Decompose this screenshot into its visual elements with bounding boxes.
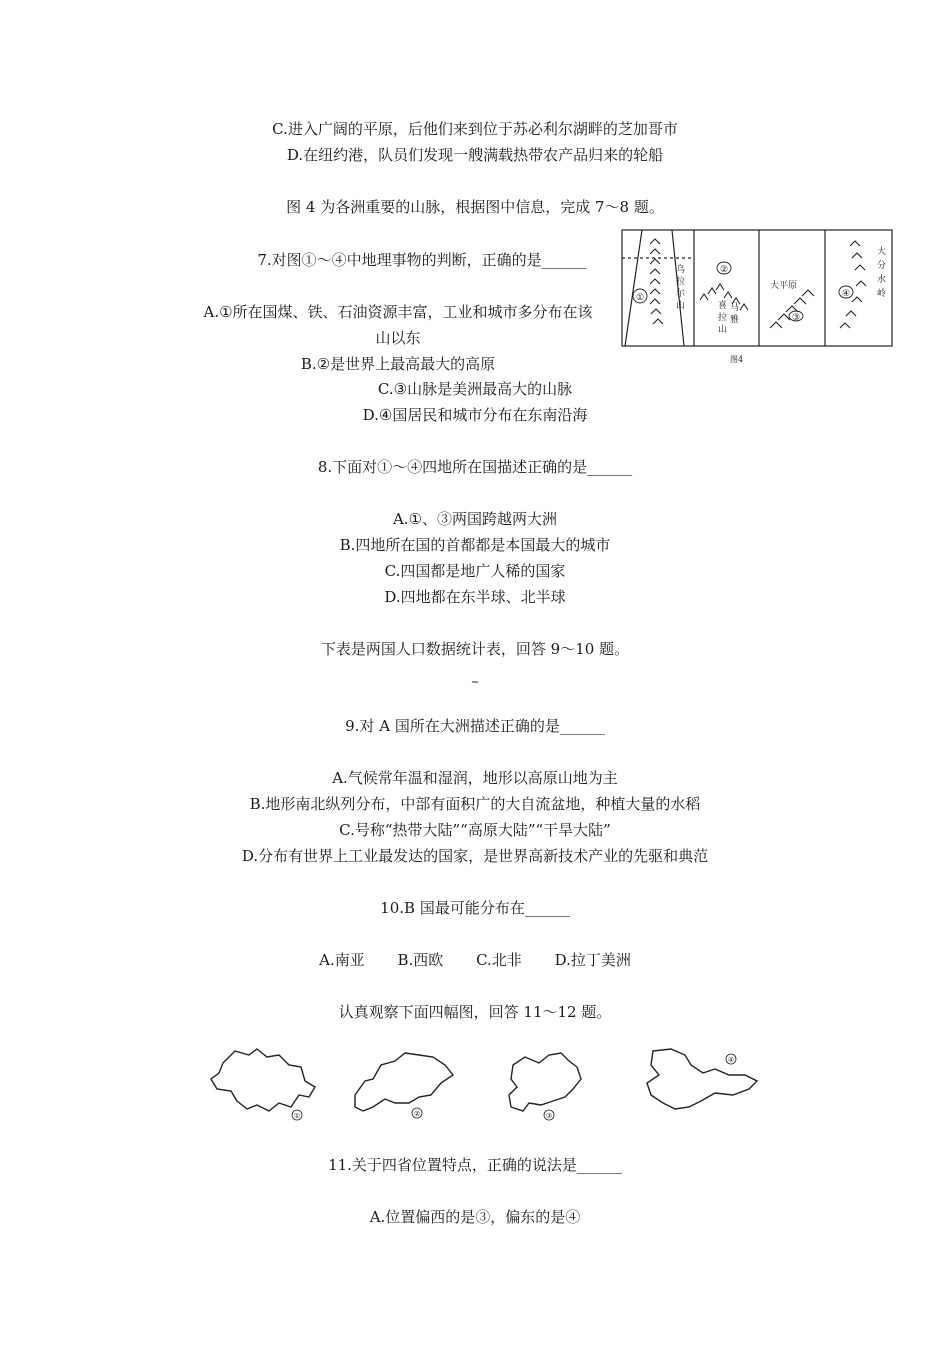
- province-label-2: ②: [413, 1110, 421, 1118]
- q10-option-a: A.南亚: [319, 951, 365, 969]
- figure4-himalaya-3: 拉: [718, 313, 728, 323]
- q10-options: [0, 950, 950, 970]
- option-d-prev: D.在纽约港，队员们发现一艘满载热带农产品归来的轮船: [286, 146, 664, 164]
- q8-option-d: D.四地都在东半球、北半球: [384, 588, 566, 606]
- q7-option-c: C.③山脉是美洲最高大的山脉: [377, 380, 573, 398]
- figure4-himalaya-2: 马: [730, 303, 740, 313]
- figure4-ural-3: 尔: [676, 289, 686, 299]
- table-intro: 下表是两国人口数据统计表，回答 9～10 题。: [320, 640, 630, 658]
- figure4-divide-1: 大: [877, 247, 887, 257]
- province-map-1: [211, 1049, 315, 1111]
- maps-intro: 认真观察下面四幅图，回答 11～12 题。: [338, 1003, 612, 1021]
- figure4-label-3: ③: [792, 313, 801, 323]
- q10-stem: 10.B 国最可能分布在______: [380, 899, 570, 917]
- q9-stem: 9.对 A 国所在大洲描述正确的是______: [345, 717, 605, 735]
- q7-option-a-line1: A.①所在国煤、铁、石油资源丰富，工业和城市多分布在该: [203, 303, 593, 321]
- figure4-himalaya-1: 喜: [718, 301, 728, 311]
- q11-stem: 11.关于四省位置特点，正确的说法是______: [328, 1156, 622, 1174]
- figure4-ural-2: 拉: [676, 277, 686, 287]
- province-label-1: ①: [293, 1112, 301, 1120]
- province-map-2: [355, 1053, 453, 1111]
- figure4-label-2: ②: [720, 265, 729, 275]
- q7-option-d: D.④国居民和城市分布在东南沿海: [362, 406, 588, 424]
- q8-option-a: A.①、③两国跨越两大洲: [392, 510, 558, 528]
- figure4-label-1: ①: [636, 293, 645, 303]
- q10-option-c: C.北非: [476, 951, 522, 969]
- q8-option-c: C.四国都是地广人稀的国家: [384, 562, 566, 580]
- figure4-label-4: ④: [842, 289, 851, 299]
- figure4-divide-2: 分: [877, 261, 887, 271]
- figure4-divide-4: 岭: [877, 289, 887, 299]
- figure4-plain-label: 大平原: [770, 281, 798, 291]
- figure4-divide-3: 水: [877, 275, 887, 285]
- q8-option-b: B.四地所在国的首都都是本国最大的城市: [339, 536, 611, 554]
- q9-option-a: A.气候常年温和湿润，地形以高原山地为主: [332, 769, 618, 787]
- figure4-ural-4: 山: [676, 301, 686, 311]
- province-label-3: ③: [545, 1112, 553, 1120]
- q10-option-d: D.拉丁美洲: [554, 951, 631, 969]
- figure4-himalaya-5: 山: [718, 325, 728, 335]
- q11-option-a: A.位置偏西的是③，偏东的是④: [369, 1208, 581, 1226]
- q9-option-d: D.分布有世界上工业最发达的国家，是世界高新技术产业的先驱和典范: [241, 847, 709, 865]
- q9-option-b: B.地形南北纵列分布，中部有面积广的大自流盆地，种植大量的水稻: [249, 795, 701, 813]
- province-map-3: [509, 1053, 581, 1111]
- q7-option-a-line2: 山以东: [375, 329, 421, 347]
- q10-option-b: B.西欧: [397, 951, 444, 969]
- province-map-4: [647, 1049, 757, 1109]
- table-placeholder: –: [471, 672, 479, 690]
- q7-option-b: B.②是世界上最高最大的高原: [300, 355, 496, 373]
- q7-stem: 7.对图①～④中地理事物的判断，正确的是______: [257, 251, 587, 269]
- figure4-ural-1: 乌: [676, 265, 686, 275]
- option-c-prev: C.进入广阔的平原，后他们来到位于苏必利尔湖畔的芝加哥市: [272, 120, 678, 138]
- province-outline-maps: [205, 1045, 775, 1125]
- figure4-caption: 图4: [730, 355, 744, 364]
- q8-stem: 8.下面对①～④四地所在国描述正确的是______: [317, 458, 633, 476]
- figure4-intro: 图 4 为各洲重要的山脉，根据图中信息，完成 7～8 题。: [286, 198, 664, 216]
- figure4-himalaya-4: 雅: [730, 315, 740, 325]
- q9-option-c: C.号称“热带大陆”“高原大陆”“干旱大陆”: [339, 821, 611, 839]
- figure4-mountain-ranges: [620, 228, 895, 368]
- province-label-4: ④: [727, 1056, 735, 1064]
